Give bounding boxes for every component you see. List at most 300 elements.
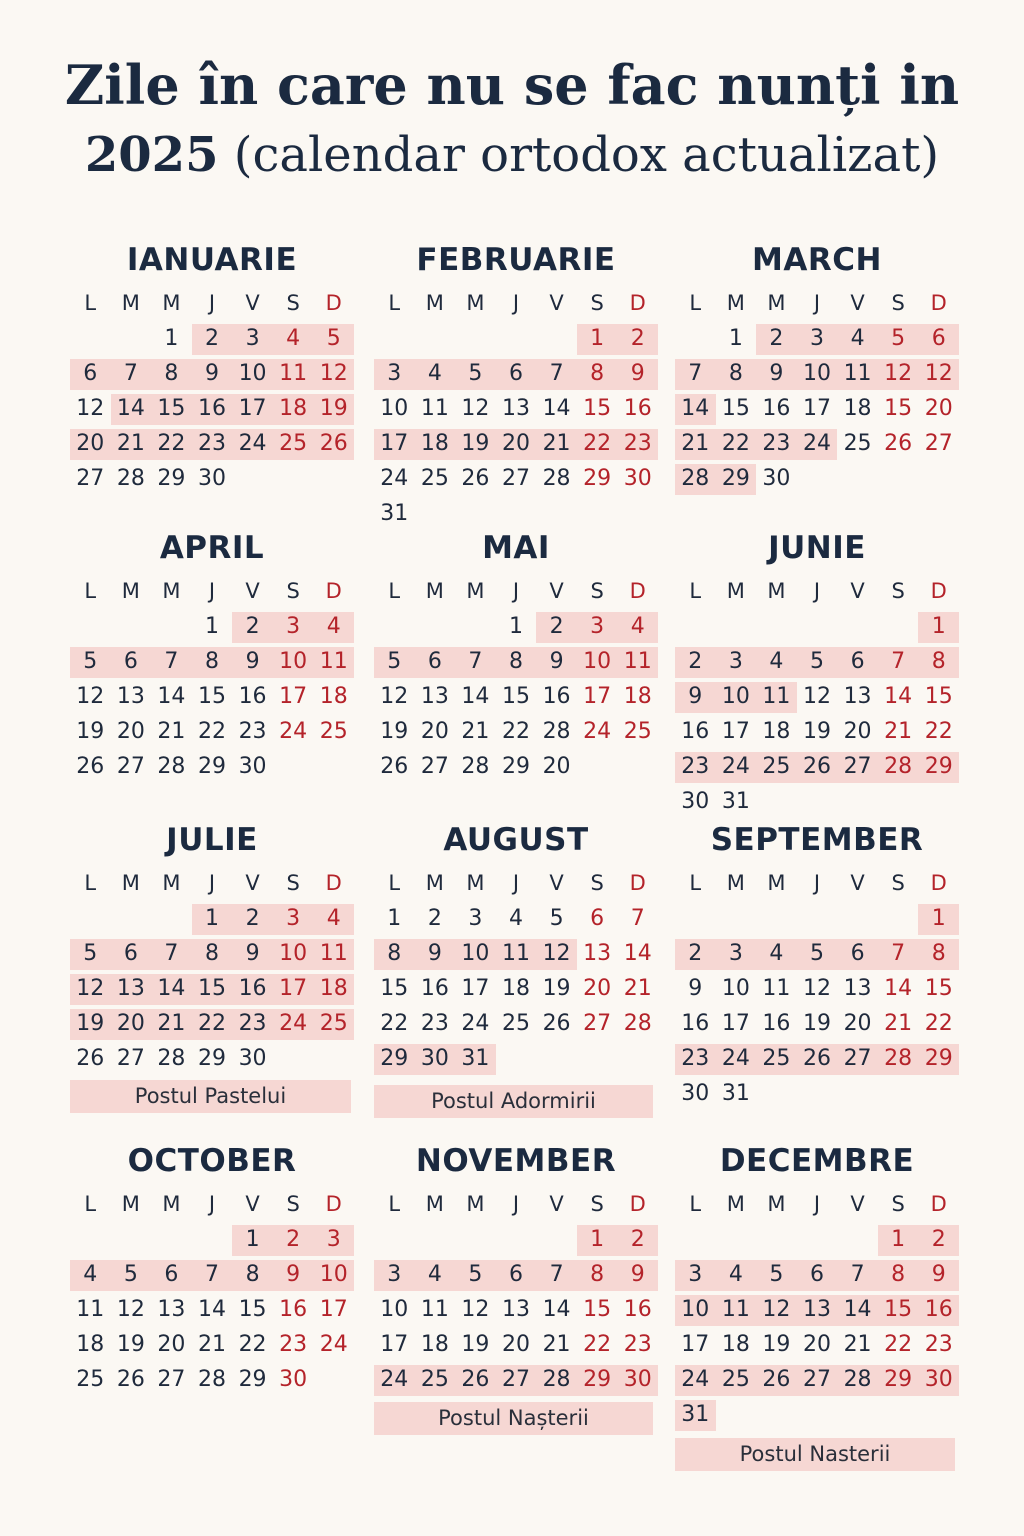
week-row: [374, 1009, 658, 1039]
day-cell: 5: [809, 941, 824, 966]
week-row: [374, 647, 658, 677]
day-cell: 6: [123, 649, 138, 674]
day-cell: 4: [427, 1262, 442, 1287]
day-cell: 24: [721, 1046, 750, 1071]
month-name: MAI: [482, 530, 550, 566]
week-row: [70, 394, 354, 424]
day-cell: 19: [802, 1011, 831, 1036]
month-august: [374, 822, 658, 1071]
day-cell: 27: [802, 1367, 831, 1392]
day-cell: 27: [924, 431, 953, 456]
day-cell: 15: [501, 684, 530, 709]
day-cell: 23: [762, 431, 791, 456]
day-cell: 22: [721, 431, 750, 456]
month-name: NOVEMBER: [415, 1143, 617, 1179]
day-cell: 9: [769, 361, 784, 386]
weekday-label: S: [590, 579, 604, 603]
day-cell: 18: [420, 431, 449, 456]
weekday-label: S: [286, 871, 300, 895]
day-cell: 22: [924, 1011, 953, 1036]
day-cell: 20: [116, 1011, 145, 1036]
day-cell: 8: [590, 361, 605, 386]
day-cell: 20: [843, 719, 872, 744]
day-cell: 7: [630, 906, 645, 931]
day-cell: 29: [197, 754, 226, 779]
weekday-label: M: [767, 579, 786, 603]
week-row: [70, 717, 354, 747]
weekday-label: D: [930, 871, 947, 895]
day-cell: 31: [380, 501, 409, 526]
weekday-label: L: [388, 291, 401, 315]
day-cell: 27: [76, 466, 105, 491]
week-row: [675, 612, 959, 642]
day-cell: 4: [286, 326, 301, 351]
month-name: SEPTEMBER: [710, 822, 924, 858]
day-cell: 10: [721, 684, 750, 709]
day-cell: 11: [420, 396, 449, 421]
day-cell: 20: [157, 1332, 186, 1357]
day-cell: 9: [931, 1262, 946, 1287]
day-cell: 28: [542, 466, 571, 491]
week-row: [70, 1044, 354, 1074]
title-line-2: [0, 120, 1024, 190]
week-row: [70, 647, 354, 677]
day-cell: 17: [583, 684, 612, 709]
day-cell: 15: [583, 396, 612, 421]
day-cell: 6: [590, 906, 605, 931]
day-cell: 20: [542, 754, 571, 779]
day-cell: 21: [461, 719, 490, 744]
day-cell: 30: [681, 789, 710, 814]
weekday-label: M: [726, 291, 745, 315]
weekday-header: [675, 578, 959, 604]
day-cell: 15: [157, 396, 186, 421]
weekday-label: V: [850, 579, 865, 603]
day-cell: 8: [590, 1262, 605, 1287]
day-cell: 16: [238, 684, 267, 709]
day-cell: 8: [931, 649, 946, 674]
day-cell: 22: [884, 1332, 913, 1357]
day-cell: 12: [319, 361, 348, 386]
day-cell: 25: [279, 431, 308, 456]
day-cell: 16: [681, 719, 710, 744]
day-cell: 5: [83, 649, 98, 674]
week-row: [675, 359, 959, 389]
day-cell: 24: [380, 1367, 409, 1392]
day-cell: 23: [238, 1011, 267, 1036]
day-cell: 2: [245, 906, 260, 931]
day-cell: 20: [501, 1332, 530, 1357]
day-cell: 30: [279, 1367, 308, 1392]
week-row: [70, 1295, 354, 1325]
day-cell: 7: [891, 649, 906, 674]
week-row: [70, 939, 354, 969]
title-line-1: Zile în care nu se fac nunți in: [64, 53, 960, 117]
week-row: [675, 1330, 959, 1360]
month-name: APRIL: [159, 530, 265, 566]
day-cell: 4: [427, 361, 442, 386]
weekday-label: M: [121, 579, 140, 603]
day-cell: 4: [769, 649, 784, 674]
day-cell: 16: [623, 396, 652, 421]
day-cell: 11: [762, 976, 791, 1001]
day-cell: 22: [501, 719, 530, 744]
day-cell: 6: [508, 361, 523, 386]
day-cell: 13: [157, 1297, 186, 1322]
day-cell: 20: [924, 396, 953, 421]
day-cell: 12: [802, 976, 831, 1001]
day-cell: 31: [721, 1081, 750, 1106]
day-cell: 25: [721, 1367, 750, 1392]
week-row: [374, 324, 658, 354]
weekday-label: D: [629, 291, 646, 315]
day-cell: 5: [769, 1262, 784, 1287]
day-cell: 17: [681, 1332, 710, 1357]
day-cell: 3: [468, 906, 483, 931]
day-cell: 11: [279, 361, 308, 386]
weekday-label: M: [767, 1192, 786, 1216]
weekday-label: D: [930, 291, 947, 315]
day-cell: 25: [843, 431, 872, 456]
weekday-label: M: [162, 1192, 181, 1216]
weekday-label: S: [590, 1192, 604, 1216]
day-cell: 4: [630, 614, 645, 639]
day-cell: 13: [843, 684, 872, 709]
day-cell: 18: [623, 684, 652, 709]
day-cell: 7: [688, 361, 703, 386]
day-cell: 14: [157, 684, 186, 709]
day-cell: 11: [721, 1297, 750, 1322]
day-cell: 26: [116, 1367, 145, 1392]
day-cell: 2: [549, 614, 564, 639]
day-cell: 22: [583, 431, 612, 456]
week-row: [374, 682, 658, 712]
day-cell: 2: [245, 614, 260, 639]
day-cell: 26: [76, 1046, 105, 1071]
day-cell: 27: [583, 1011, 612, 1036]
day-cell: 26: [802, 1046, 831, 1071]
weekday-label: D: [325, 579, 342, 603]
week-row: [70, 904, 354, 934]
day-cell: 12: [76, 976, 105, 1001]
weekday-header: [374, 1191, 658, 1217]
day-cell: 30: [924, 1367, 953, 1392]
day-cell: 8: [728, 361, 743, 386]
week-row: [675, 787, 959, 817]
day-cell: 12: [884, 361, 913, 386]
day-cell: 3: [728, 649, 743, 674]
weekday-label: V: [850, 291, 865, 315]
day-cell: 1: [590, 1227, 605, 1252]
day-cell: 16: [762, 1011, 791, 1036]
day-cell: 11: [762, 684, 791, 709]
day-cell: 3: [387, 361, 402, 386]
weekday-label: M: [162, 871, 181, 895]
weekday-label: L: [84, 1192, 97, 1216]
day-cell: 28: [157, 1046, 186, 1071]
week-row: [374, 359, 658, 389]
day-cell: 24: [319, 1332, 348, 1357]
day-cell: 10: [721, 976, 750, 1001]
day-cell: 14: [542, 1297, 571, 1322]
day-cell: 10: [279, 649, 308, 674]
day-cell: 15: [238, 1297, 267, 1322]
month-name: JUNIE: [768, 530, 866, 566]
day-cell: 6: [850, 941, 865, 966]
day-cell: 24: [461, 1011, 490, 1036]
fast-period-label: Postul Pastelui: [70, 1080, 351, 1113]
day-cell: 13: [843, 976, 872, 1001]
week-row: [374, 1330, 658, 1360]
weekday-label: M: [767, 291, 786, 315]
day-cell: 14: [884, 976, 913, 1001]
month-name: OCTOBER: [127, 1143, 297, 1179]
weekday-label: M: [726, 871, 745, 895]
day-cell: 12: [542, 941, 571, 966]
day-cell: 11: [319, 649, 348, 674]
week-row: [675, 974, 959, 1004]
weekday-label: D: [325, 291, 342, 315]
day-cell: 25: [420, 466, 449, 491]
day-cell: 27: [116, 1046, 145, 1071]
month-october: [70, 1143, 354, 1392]
day-cell: 5: [387, 649, 402, 674]
weekday-label: L: [84, 871, 97, 895]
day-cell: 8: [245, 1262, 260, 1287]
month-februarie: [374, 242, 658, 526]
day-cell: 29: [238, 1367, 267, 1392]
day-cell: 18: [420, 1332, 449, 1357]
day-cell: 7: [204, 1262, 219, 1287]
weekday-label: V: [549, 291, 564, 315]
weekday-header: [374, 578, 658, 604]
weekday-label: V: [245, 1192, 260, 1216]
day-cell: 5: [549, 906, 564, 931]
month-name: AUGUST: [443, 822, 589, 858]
day-cell: 18: [843, 396, 872, 421]
day-cell: 5: [123, 1262, 138, 1287]
month-name: JULIE: [166, 822, 258, 858]
day-cell: 15: [721, 396, 750, 421]
week-row: [70, 1330, 354, 1360]
day-cell: 10: [279, 941, 308, 966]
weekday-label: M: [425, 579, 444, 603]
day-cell: 15: [924, 684, 953, 709]
weekday-label: M: [425, 1192, 444, 1216]
day-cell: 2: [688, 649, 703, 674]
day-cell: 22: [924, 719, 953, 744]
day-cell: 29: [583, 466, 612, 491]
day-cell: 14: [116, 396, 145, 421]
day-cell: 23: [924, 1332, 953, 1357]
day-cell: 7: [549, 361, 564, 386]
day-cell: 20: [420, 719, 449, 744]
month-decembre: [675, 1143, 959, 1427]
month-mai: [374, 530, 658, 779]
day-cell: 28: [461, 754, 490, 779]
weekday-label: D: [629, 579, 646, 603]
day-cell: 8: [891, 1262, 906, 1287]
day-cell: 15: [380, 976, 409, 1001]
weekday-label: L: [689, 291, 702, 315]
day-cell: 29: [501, 754, 530, 779]
weekday-label: V: [245, 579, 260, 603]
weekday-label: J: [512, 579, 520, 603]
day-cell: 15: [884, 396, 913, 421]
day-cell: 26: [76, 754, 105, 779]
day-cell: 5: [326, 326, 341, 351]
day-cell: 17: [721, 1011, 750, 1036]
day-cell: 25: [420, 1367, 449, 1392]
weekday-header: [70, 578, 354, 604]
day-cell: 2: [427, 906, 442, 931]
day-cell: 28: [542, 1367, 571, 1392]
weekday-label: V: [850, 871, 865, 895]
day-cell: 30: [623, 1367, 652, 1392]
day-cell: 12: [76, 396, 105, 421]
weekday-label: S: [891, 871, 905, 895]
weekday-label: L: [689, 579, 702, 603]
day-cell: 28: [157, 754, 186, 779]
day-cell: 20: [583, 976, 612, 1001]
day-cell: 14: [623, 941, 652, 966]
day-cell: 15: [197, 684, 226, 709]
day-cell: 4: [728, 1262, 743, 1287]
day-cell: 10: [238, 361, 267, 386]
weekday-label: V: [245, 871, 260, 895]
day-cell: 24: [279, 1011, 308, 1036]
day-cell: 12: [461, 1297, 490, 1322]
month-april: [70, 530, 354, 779]
week-row: [675, 717, 959, 747]
weekday-label: J: [813, 579, 821, 603]
day-cell: 12: [461, 396, 490, 421]
weekday-header: [70, 290, 354, 316]
day-cell: 16: [542, 684, 571, 709]
day-cell: 8: [164, 361, 179, 386]
day-cell: 30: [420, 1046, 449, 1071]
day-cell: 2: [204, 326, 219, 351]
day-cell: 9: [427, 941, 442, 966]
day-cell: 25: [319, 719, 348, 744]
day-cell: 26: [762, 1367, 791, 1392]
weekday-label: M: [726, 1192, 745, 1216]
day-cell: 1: [204, 614, 219, 639]
day-cell: 7: [164, 649, 179, 674]
day-cell: 1: [590, 326, 605, 351]
day-cell: 21: [542, 1332, 571, 1357]
weekday-label: D: [629, 871, 646, 895]
day-cell: 12: [76, 684, 105, 709]
day-cell: 10: [583, 649, 612, 674]
week-row: [374, 429, 658, 459]
day-cell: 20: [802, 1332, 831, 1357]
day-cell: 7: [468, 649, 483, 674]
day-cell: 28: [542, 719, 571, 744]
day-cell: 18: [319, 684, 348, 709]
weekday-label: S: [590, 291, 604, 315]
day-cell: 7: [123, 361, 138, 386]
day-cell: 19: [76, 1011, 105, 1036]
day-cell: 13: [501, 396, 530, 421]
day-cell: 23: [238, 719, 267, 744]
week-row: [70, 682, 354, 712]
day-cell: 8: [204, 941, 219, 966]
day-cell: 26: [884, 431, 913, 456]
weekday-label: M: [162, 291, 181, 315]
week-row: [70, 974, 354, 1004]
day-cell: 10: [380, 1297, 409, 1322]
weekday-label: M: [162, 579, 181, 603]
month-name: DECEMBRE: [719, 1143, 915, 1179]
day-cell: 3: [387, 1262, 402, 1287]
title-subtitle: (calendar ortodox actualizat): [218, 127, 940, 183]
day-cell: 4: [83, 1262, 98, 1287]
day-cell: 13: [583, 941, 612, 966]
week-row: [70, 1365, 354, 1395]
day-cell: 1: [931, 614, 946, 639]
day-cell: 17: [279, 976, 308, 1001]
day-cell: 9: [549, 649, 564, 674]
day-cell: 14: [681, 396, 710, 421]
weekday-label: S: [891, 579, 905, 603]
day-cell: 17: [238, 396, 267, 421]
week-row: [675, 1295, 959, 1325]
day-cell: 15: [884, 1297, 913, 1322]
day-cell: 10: [380, 396, 409, 421]
day-cell: 25: [319, 1011, 348, 1036]
day-cell: 24: [583, 719, 612, 744]
week-row: [70, 359, 354, 389]
week-row: [70, 1260, 354, 1290]
month-name: MARCH: [752, 242, 882, 278]
day-cell: 9: [204, 361, 219, 386]
month-november: [374, 1143, 658, 1392]
day-cell: 16: [279, 1297, 308, 1322]
day-cell: 2: [630, 1227, 645, 1252]
day-cell: 21: [681, 431, 710, 456]
day-cell: 15: [924, 976, 953, 1001]
weekday-label: L: [689, 871, 702, 895]
day-cell: 25: [762, 1046, 791, 1071]
day-cell: 28: [884, 754, 913, 779]
day-cell: 17: [802, 396, 831, 421]
weekday-label: L: [689, 1192, 702, 1216]
day-cell: 21: [884, 1011, 913, 1036]
weekday-label: D: [629, 1192, 646, 1216]
weekday-label: J: [512, 291, 520, 315]
day-cell: 11: [76, 1297, 105, 1322]
weekday-label: S: [286, 579, 300, 603]
day-cell: 12: [802, 684, 831, 709]
day-cell: 19: [380, 719, 409, 744]
week-row: [675, 1400, 959, 1430]
day-cell: 10: [802, 361, 831, 386]
day-cell: 29: [380, 1046, 409, 1071]
day-cell: 29: [157, 466, 186, 491]
day-cell: 10: [319, 1262, 348, 1287]
day-cell: 22: [238, 1332, 267, 1357]
day-cell: 9: [245, 649, 260, 674]
week-row: [675, 1009, 959, 1039]
weekday-label: L: [388, 579, 401, 603]
day-cell: 19: [762, 1332, 791, 1357]
day-cell: 19: [461, 1332, 490, 1357]
week-row: [374, 499, 658, 529]
weekday-label: J: [208, 1192, 216, 1216]
day-cell: 7: [850, 1262, 865, 1287]
day-cell: 30: [238, 1046, 267, 1071]
